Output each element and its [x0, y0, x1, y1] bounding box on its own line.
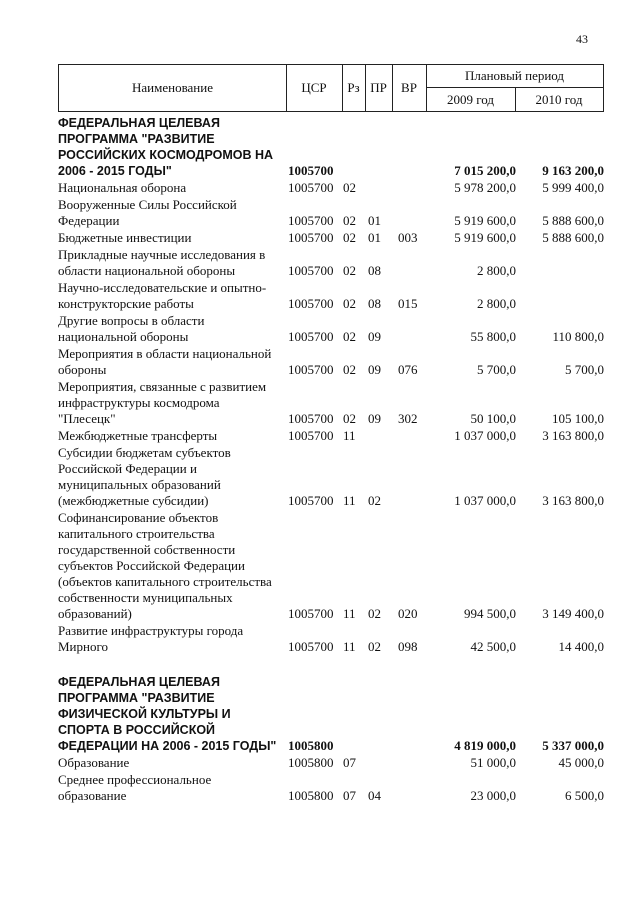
row-pr: 08	[368, 263, 381, 278]
header-year-2009: 2009 год	[447, 91, 494, 107]
row-csr: 1005700	[288, 639, 334, 654]
row-csr: 1005800	[288, 755, 334, 770]
row-pr: 02	[368, 639, 381, 654]
row-rz: 07	[343, 755, 356, 770]
table-row	[58, 196, 604, 229]
row-2009: 55 800,0	[470, 329, 516, 344]
row-csr: 1005700	[288, 163, 334, 178]
row-csr: 1005700	[288, 411, 334, 426]
table-row	[58, 279, 604, 312]
budget-table	[58, 114, 604, 804]
row-csr: 1005700	[288, 329, 334, 344]
row-rz: 02	[343, 296, 356, 311]
row-2009: 5 700,0	[477, 362, 516, 377]
row-2009: 23 000,0	[470, 788, 516, 803]
row-2009: 5 978 200,0	[454, 180, 516, 195]
row-pr: 09	[368, 329, 381, 344]
row-rz: 02	[343, 230, 356, 245]
row-2009: 51 000,0	[470, 755, 516, 770]
table-row	[58, 509, 604, 622]
header-pr: ПР	[370, 80, 387, 95]
page-number: 43	[576, 32, 588, 46]
row-name: Среднее профессиональное образование	[58, 772, 212, 803]
row-vr: 302	[398, 411, 418, 426]
row-2010: 9 163 200,0	[542, 163, 604, 178]
table-row	[58, 427, 604, 444]
row-rz: 02	[343, 213, 356, 228]
table-row	[58, 229, 604, 246]
row-2010: 105 100,0	[552, 411, 604, 426]
table-row	[58, 114, 604, 179]
row-csr: 1005700	[288, 296, 334, 311]
header-rz: Рз	[347, 80, 360, 95]
row-pr: 09	[368, 411, 381, 426]
row-2010: 3 163 800,0	[542, 493, 604, 508]
row-vr: 015	[398, 296, 418, 311]
header-planned-period: Плановый период	[464, 68, 565, 83]
row-name: Другие вопросы в области национальной обороны	[58, 313, 205, 344]
header-vr: ВР	[401, 80, 417, 95]
row-pr: 08	[368, 296, 381, 311]
row-2009: 50 100,0	[470, 411, 516, 426]
row-name: Бюджетные инвестиции	[58, 230, 192, 245]
row-csr: 1005700	[288, 263, 334, 278]
row-vr: 098	[398, 639, 418, 654]
row-2010: 5 888 600,0	[542, 230, 604, 245]
row-vr: 020	[398, 606, 418, 621]
section-spacer	[58, 655, 604, 673]
row-2009: 1 037 000,0	[454, 493, 516, 508]
row-2009: 2 800,0	[477, 263, 516, 278]
row-name: Мероприятия, связанные с развитием инфраструктуры космодрома "Плесецк"	[58, 379, 267, 426]
table-row	[58, 673, 604, 754]
row-name: ФЕДЕРАЛЬНАЯ ЦЕЛЕВАЯ ПРОГРАММА "РАЗВИТИЕ РОССИЙСКИХ КОСМОДРОМОВ НА 2006 - 2015 ГОДЫ"	[58, 116, 274, 178]
row-csr: 1005700	[288, 180, 334, 195]
row-rz: 02	[343, 362, 356, 377]
row-2010: 110 800,0	[552, 329, 604, 344]
row-name: Прикладные научные исследования в области национальной обороны	[58, 247, 266, 278]
table-row	[58, 771, 604, 804]
row-csr: 1005700	[288, 493, 334, 508]
row-name: Софинансирование объектов капитального строительства государственной собственности субъектов Российской Федерации (объектов капитального строительства собственности муниципальных образований)	[58, 510, 272, 621]
row-2009: 5 919 600,0	[454, 230, 516, 245]
row-csr: 1005700	[288, 362, 334, 377]
row-2010: 5 999 400,0	[542, 180, 604, 195]
row-name: Научно-исследовательские и опытно-конструкторские работы	[58, 280, 267, 311]
row-2010: 5 337 000,0	[542, 738, 604, 753]
row-csr: 1005800	[288, 738, 334, 753]
row-rz: 11	[343, 493, 356, 508]
row-csr: 1005700	[288, 230, 334, 245]
row-name: Национальная оборона	[58, 180, 187, 195]
table-row	[58, 246, 604, 279]
table-row	[58, 378, 604, 427]
header-csr: ЦСР	[301, 80, 327, 95]
header-name: Наименование	[132, 80, 213, 95]
row-2009: 42 500,0	[470, 639, 516, 654]
row-name: Субсидии бюджетам субъектов Российской Федерации и муниципальных образований (межбюджетные субсидии)	[58, 445, 231, 508]
row-csr: 1005700	[288, 428, 334, 443]
row-pr: 04	[368, 788, 381, 803]
row-rz: 11	[343, 639, 356, 654]
row-rz: 02	[343, 329, 356, 344]
row-pr: 02	[368, 606, 381, 621]
row-name: Мероприятия в области национальной обороны	[58, 346, 272, 377]
row-csr: 1005800	[288, 788, 334, 803]
row-name: Межбюджетные трансферты	[58, 428, 218, 443]
row-2010: 14 400,0	[558, 639, 604, 654]
row-2009: 994 500,0	[464, 606, 516, 621]
row-name: ФЕДЕРАЛЬНАЯ ЦЕЛЕВАЯ ПРОГРАММА "РАЗВИТИЕ ФИЗИЧЕСКОЙ КУЛЬТУРЫ И СПОРТА В РОССИЙСКОЙ ФЕДЕРАЦИИ НА 2006 - 2015 ГОДЫ"	[58, 675, 277, 753]
row-pr: 01	[368, 213, 381, 228]
row-name: Образование	[58, 755, 130, 770]
row-2010: 5 888 600,0	[542, 213, 604, 228]
row-rz: 11	[343, 428, 356, 443]
row-2010: 6 500,0	[565, 788, 604, 803]
row-rz: 11	[343, 606, 356, 621]
row-2009: 4 819 000,0	[454, 738, 516, 753]
header-year-2010: 2010 год	[535, 91, 583, 107]
table-row	[58, 622, 604, 655]
row-2009: 5 919 600,0	[454, 213, 516, 228]
row-rz: 02	[343, 263, 356, 278]
row-csr: 1005700	[288, 606, 334, 621]
row-rz: 02	[343, 180, 356, 195]
row-2009: 7 015 200,0	[454, 163, 516, 178]
table-header	[58, 64, 604, 112]
table-row	[58, 312, 604, 345]
row-rz: 07	[343, 788, 356, 803]
row-2010: 3 163 800,0	[542, 428, 604, 443]
row-pr: 02	[368, 493, 381, 508]
row-rz: 02	[343, 411, 356, 426]
row-csr: 1005700	[288, 213, 334, 228]
row-vr: 076	[398, 362, 418, 377]
row-name: Развитие инфраструктуры города Мирного	[58, 623, 244, 654]
table-row	[58, 754, 604, 771]
row-2010: 45 000,0	[558, 755, 604, 770]
row-pr: 01	[368, 230, 381, 245]
row-2009: 1 037 000,0	[454, 428, 516, 443]
row-2010: 5 700,0	[565, 362, 604, 377]
table-row	[58, 345, 604, 378]
row-2010: 3 149 400,0	[542, 606, 604, 621]
row-name: Вооруженные Силы Российской Федерации	[58, 197, 237, 228]
row-pr: 09	[368, 362, 381, 377]
row-2009: 2 800,0	[477, 296, 516, 311]
table-row	[58, 179, 604, 196]
row-vr: 003	[398, 230, 418, 245]
table-row	[58, 444, 604, 509]
